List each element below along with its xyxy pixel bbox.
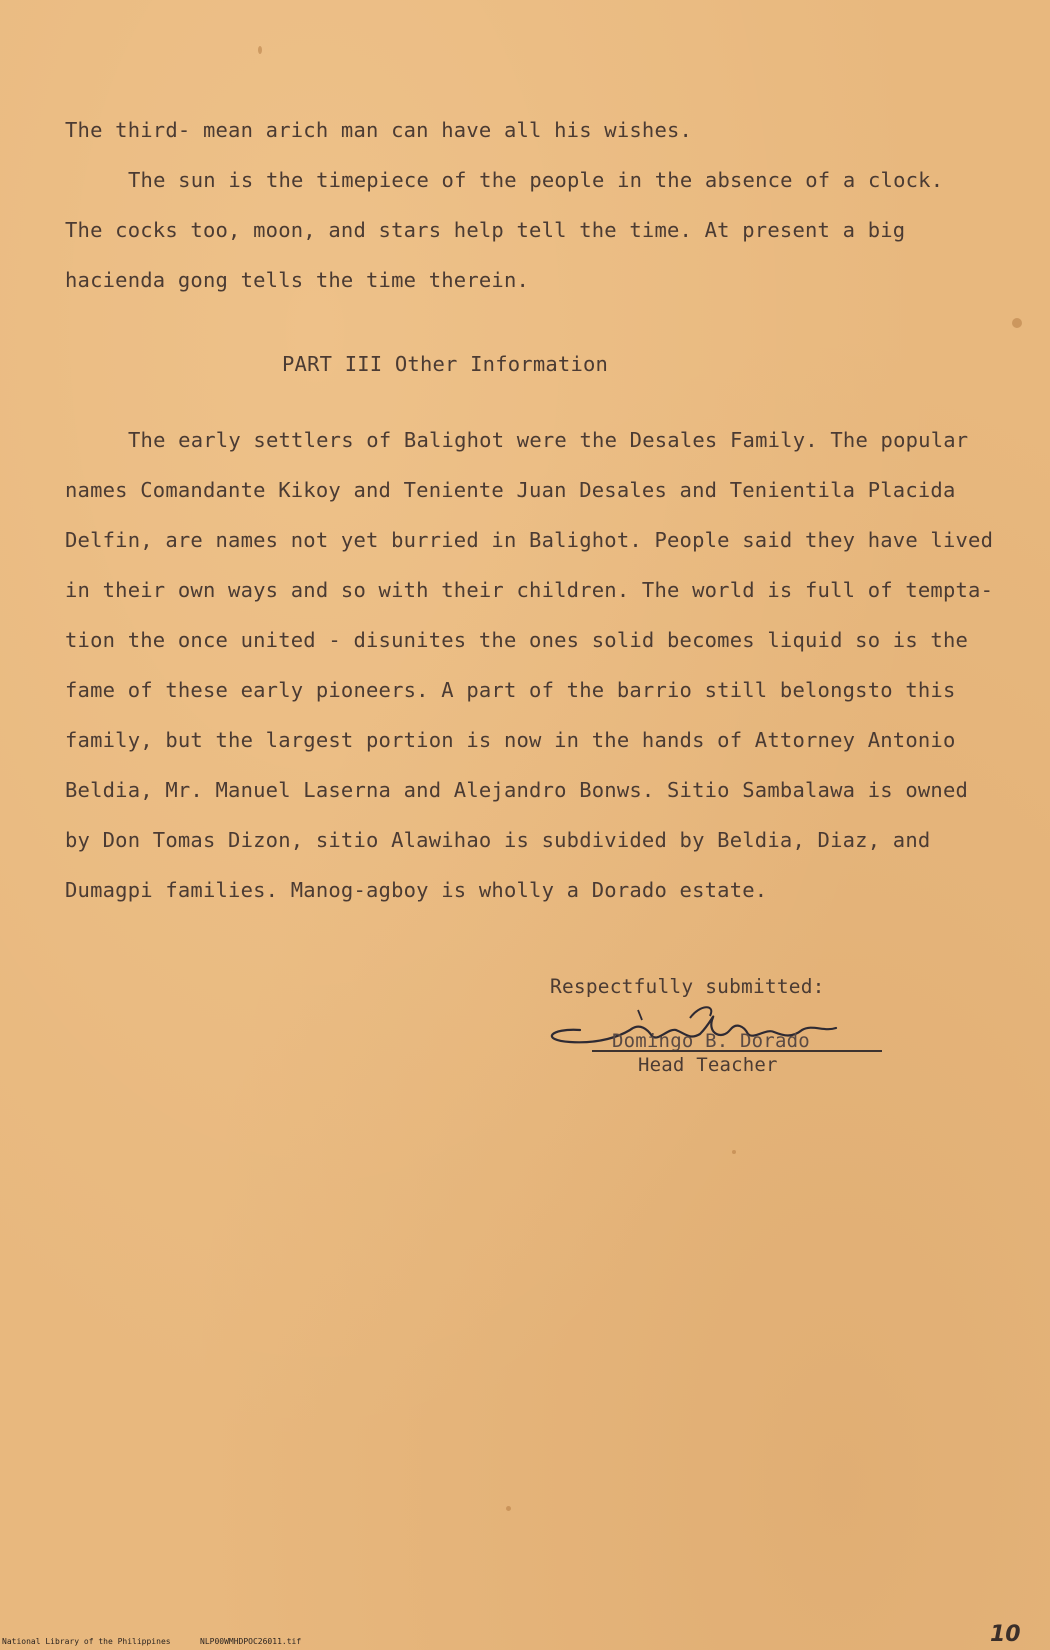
closing-text: Respectfully submitted: [550,975,825,998]
paper-stain [506,1506,511,1511]
text-line: Dumagpi families. Manog-agboy is wholly a Dorado estate. [65,878,768,902]
paper-stain [258,46,262,54]
text-line: The cocks too, moon, and stars help tell the time. At present a big [65,218,906,242]
text-line: tion the once united - disunites the ones solid becomes liquid so is the [65,628,969,652]
text-line: fame of these early pioneers. A part of the barrio still belongsto this [65,678,956,702]
signer-title: Head Teacher [638,1054,778,1076]
text-line: in their own ways and so with their children. The world is full of tempta- [65,578,994,602]
text-line: Delfin, are names not yet burried in Balighot. People said they have lived [65,528,994,552]
signer-name: Domingo B. Dorado [612,1030,810,1052]
footer-library: National Library of the Philippines [2,1637,171,1646]
footer-file-id: NLP00WMHDPOC26011.tif [200,1637,302,1646]
text-line: Beldia, Mr. Manuel Laserna and Alejandro Bonws. Sitio Sambalawa is owned [65,778,969,802]
page-number: 10 [990,1622,1021,1647]
text-line: by Don Tomas Dizon, sitio Alawihao is subdivided by Beldia, Diaz, and [65,828,931,852]
text-line: The early settlers of Balighot were the Desales Family. The popular [128,428,969,452]
signature-line [592,1050,882,1052]
text-line: The third- mean arich man can have all his wishes. [65,118,693,142]
paper-stain [732,1150,736,1154]
text-line: The sun is the timepiece of the people in the absence of a clock. [128,168,944,192]
text-line: hacienda gong tells the time therein. [65,268,530,292]
section-heading: PART III Other Information [282,352,609,376]
paper-stain [1012,318,1022,328]
text-line: names Comandante Kikoy and Teniente Juan Desales and Tenientila Placida [65,478,956,502]
text-line: family, but the largest portion is now in the hands of Attorney Antonio [65,728,956,752]
